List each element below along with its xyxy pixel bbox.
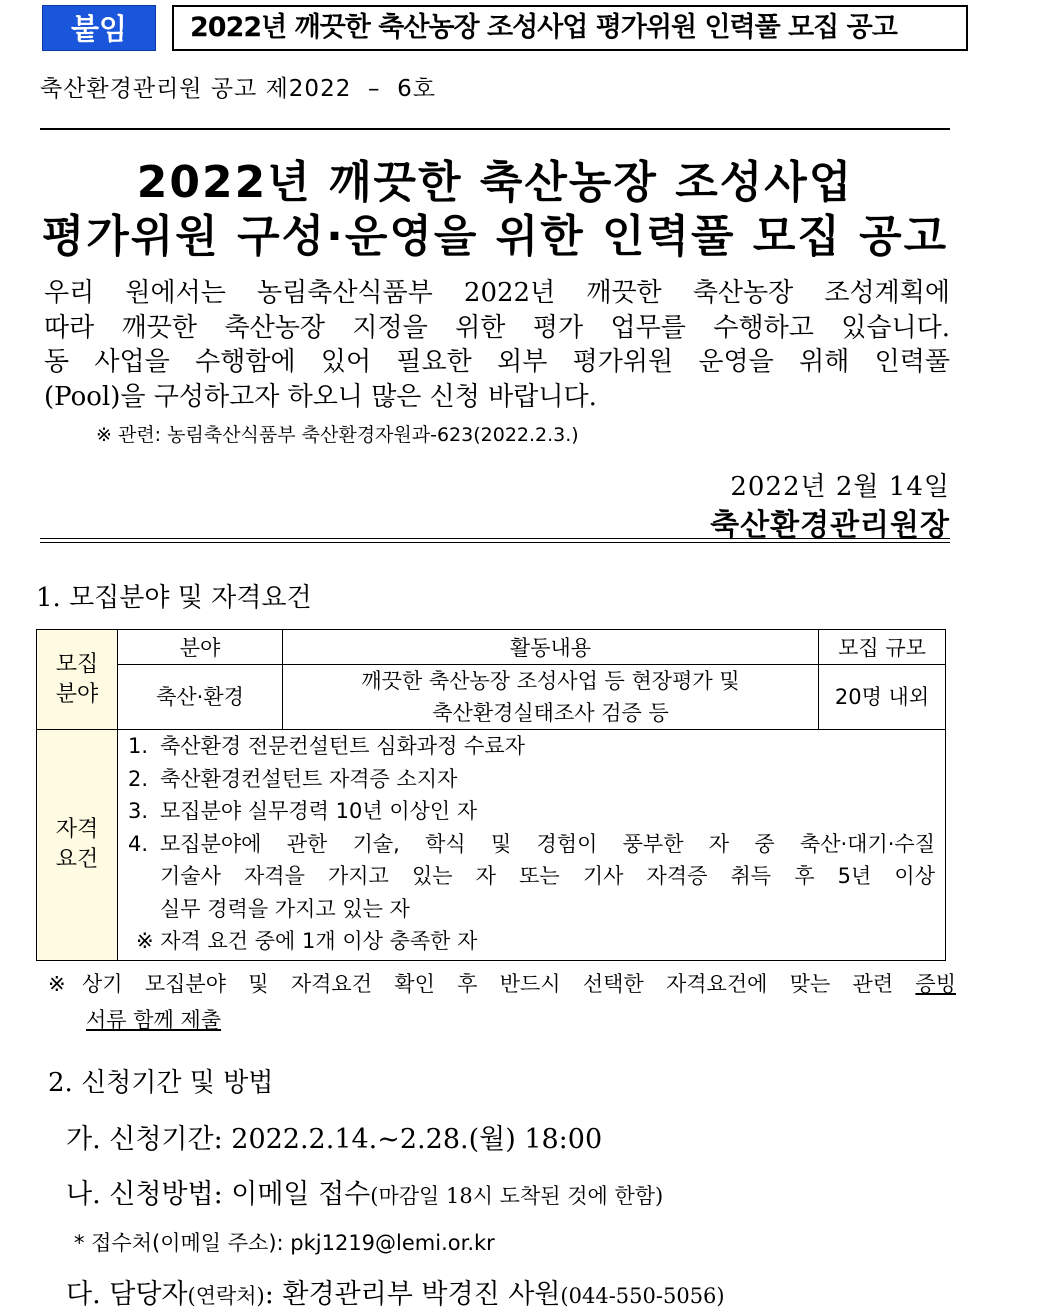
notice-date: 2022년 2월 14일 bbox=[730, 472, 950, 502]
attachment-badge: 붙임 bbox=[42, 5, 156, 51]
contact-person: 다. 담당자(연락처): 환경관리부 박경진 사원(044-550-5056) bbox=[66, 1279, 725, 1310]
cell-field: 축산·환경 bbox=[118, 665, 283, 730]
related-reference: ※ 관련: 농림축산식품부 축산환경자원과-623(2022.2.3.) bbox=[96, 424, 579, 446]
attachment-title: 2022년 깨끗한 축산농장 조성사업 평가위원 인력풀 모집 공고 bbox=[172, 5, 968, 51]
qualification-list bbox=[118, 730, 946, 961]
title-divider-top bbox=[40, 128, 950, 130]
section1-heading: 1. 모집분야 및 자격요건 bbox=[36, 583, 312, 613]
qualification-note: ※ 자격 요건 중에 1개 이상 충족한 자 bbox=[136, 929, 478, 953]
requirements-table bbox=[36, 629, 946, 961]
intro-paragraph bbox=[44, 276, 950, 414]
qualification-item: 1. 축산환경 전문컨설턴트 심화과정 수료자 bbox=[128, 734, 525, 758]
intro-line: 우리 원에서는 농림축산식품부 2022년 깨끗한 축산농장 조성계획에 bbox=[44, 278, 950, 308]
submission-footnote: ※ 상기 모집분야 및 자격요건 확인 후 반드시 선택한 자격요건에 맞는 관련 증빙 서류 함께 제출 bbox=[48, 972, 956, 1032]
column-header-field: 분야 bbox=[118, 630, 283, 665]
intro-line: (Pool)을 구성하고자 하오니 많은 신청 바랍니다. bbox=[44, 381, 597, 412]
issuer-divider bbox=[40, 538, 950, 543]
section2-heading: 2. 신청기간 및 방법 bbox=[48, 1068, 274, 1098]
column-header-size: 모집 규모 bbox=[819, 630, 946, 665]
issuer-name: 축산환경관리원장 bbox=[710, 508, 950, 543]
intro-line: 따라 깨끗한 축산농장 지정을 위한 평가 업무를 수행하고 있습니다. bbox=[44, 312, 950, 343]
cell-size: 20명 내외 bbox=[819, 665, 946, 730]
main-title-line2: 평가위원 구성·운영을 위한 인력풀 모집 공고 bbox=[41, 211, 949, 262]
qualification-item: 2. 축산환경컨설턴트 자격증 소지자 bbox=[128, 766, 458, 791]
column-header-activity: 활동내용 bbox=[283, 630, 819, 665]
qualification-item: 3. 모집분야 실무경력 10년 이상인 자 bbox=[128, 799, 478, 823]
cell-activity: 깨끗한 축산농장 조성사업 등 현장평가 및 축산환경실태조사 검증 등 bbox=[283, 665, 819, 730]
application-period: 가. 신청기간: 2022.2.14.~2.28.(월) 18:00 bbox=[66, 1124, 603, 1155]
notice-number: 축산환경관리원 공고 제2022 – 6호 bbox=[40, 76, 436, 102]
submission-email: * 접수처(이메일 주소): pkj1219@lemi.or.kr bbox=[74, 1231, 495, 1255]
qualification-row-label: 자격 요건 bbox=[37, 730, 118, 961]
field-row-label: 모집 분야 bbox=[37, 630, 118, 730]
application-method: 나. 신청방법: 이메일 접수(마감일 18시 도착된 것에 한함) bbox=[66, 1179, 664, 1210]
intro-line: 동 사업을 수행함에 있어 필요한 외부 평가위원 운영을 위해 인력풀 bbox=[44, 347, 950, 377]
qualification-item: 4. 모집분야에 관한 기술, 학식 및 경험이 풍부한 자 중 축산·대기·수질 기술사 자격을 가지고 있는 자 또는 기사 자격증 취득 후 5년 이상 실무 경력을 가지고 있는 자 bbox=[128, 831, 935, 921]
main-title-line1: 2022년 깨끗한 축산농장 조성사업 bbox=[136, 157, 854, 208]
